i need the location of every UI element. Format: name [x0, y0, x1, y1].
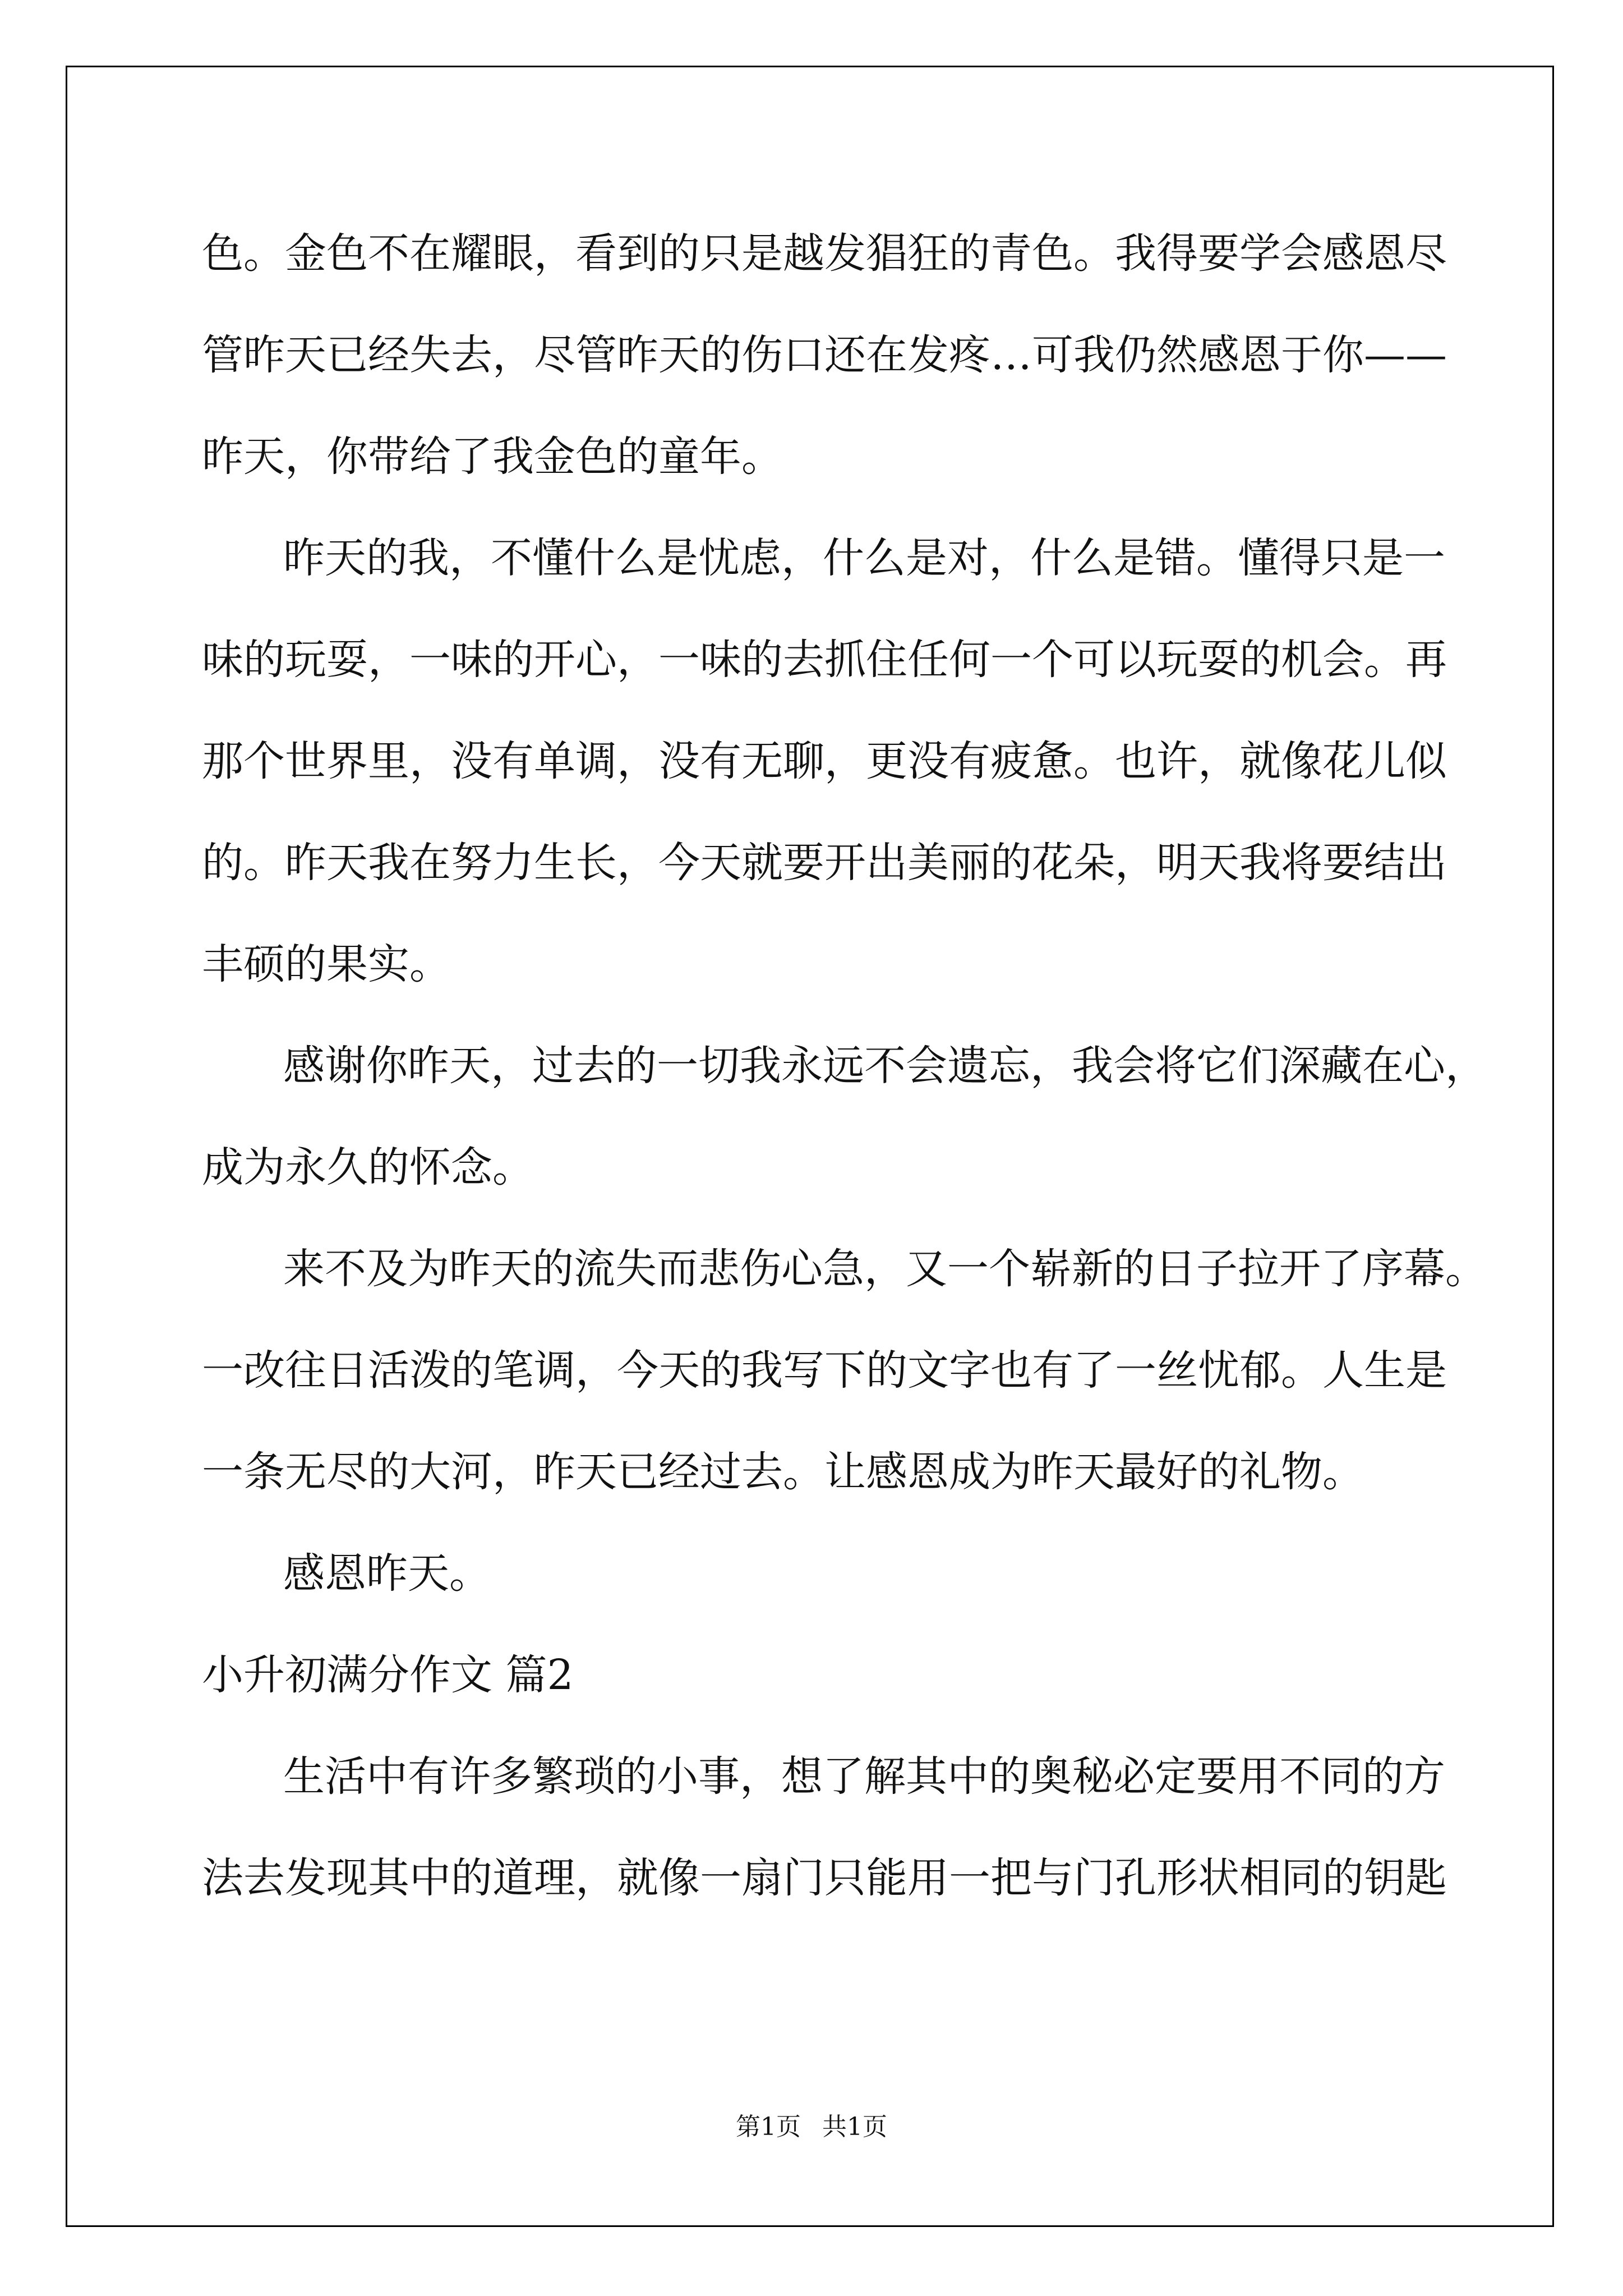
- text-line: 管昨天已经失去，尽管昨天的伤口还在发疼…可我仍然感恩于你——: [202, 331, 1447, 379]
- page-number: 第1页: [736, 2113, 801, 2141]
- text-line: 法去发现其中的道理，就像一扇门只能用一把与门孔形状相同的钥匙: [202, 1854, 1447, 1902]
- text-line: 一条无尽的大河，昨天已经过去。让感恩成为昨天最好的礼物。: [202, 1448, 1364, 1496]
- paragraph-start-line: 生活中有许多繁琐的小事，想了解其中的奥秘必定要用不同的方: [283, 1752, 1445, 1801]
- section-heading: 小升初满分作文 篇2: [202, 1651, 574, 1699]
- text-line: 味的玩耍，一味的开心，一味的去抓住任何一个可以玩耍的机会。再: [202, 636, 1447, 684]
- text-line: 一改往日活泼的笔调，今天的我写下的文字也有了一丝忧郁。人生是: [202, 1346, 1447, 1395]
- paragraph-start-line: 来不及为昨天的流失而悲伤心急，又一个崭新的日子拉开了序幕。: [283, 1245, 1487, 1293]
- text-line: 的。昨天我在努力生长，今天就要开出美丽的花朵，明天我将要结出: [202, 839, 1447, 887]
- page-footer: [0, 2106, 1623, 2142]
- text-line: 成为永久的怀念。: [202, 1143, 534, 1191]
- text-line: 色。金色不在耀眼，看到的只是越发猖狂的青色。我得要学会感恩尽: [202, 229, 1447, 278]
- paragraph-start-line: 昨天的我，不懂什么是忧虑，什么是对，什么是错。懂得只是一: [283, 534, 1445, 582]
- document-body: [202, 203, 1487, 1929]
- text-line: 丰硕的果实。: [202, 940, 451, 988]
- paragraph-start-line: 感谢你昨天，过去的一切我永远不会遗忘，我会将它们深藏在心，: [283, 1042, 1487, 1090]
- text-line: 昨天，你带给了我金色的童年。: [202, 432, 783, 481]
- text-line: 那个世界里，没有单调，没有无聊，更没有疲惫。也许，就像花儿似: [202, 737, 1447, 785]
- page-total: 共1页: [822, 2113, 887, 2141]
- paragraph-start-line: 感恩昨天。: [283, 1549, 491, 1598]
